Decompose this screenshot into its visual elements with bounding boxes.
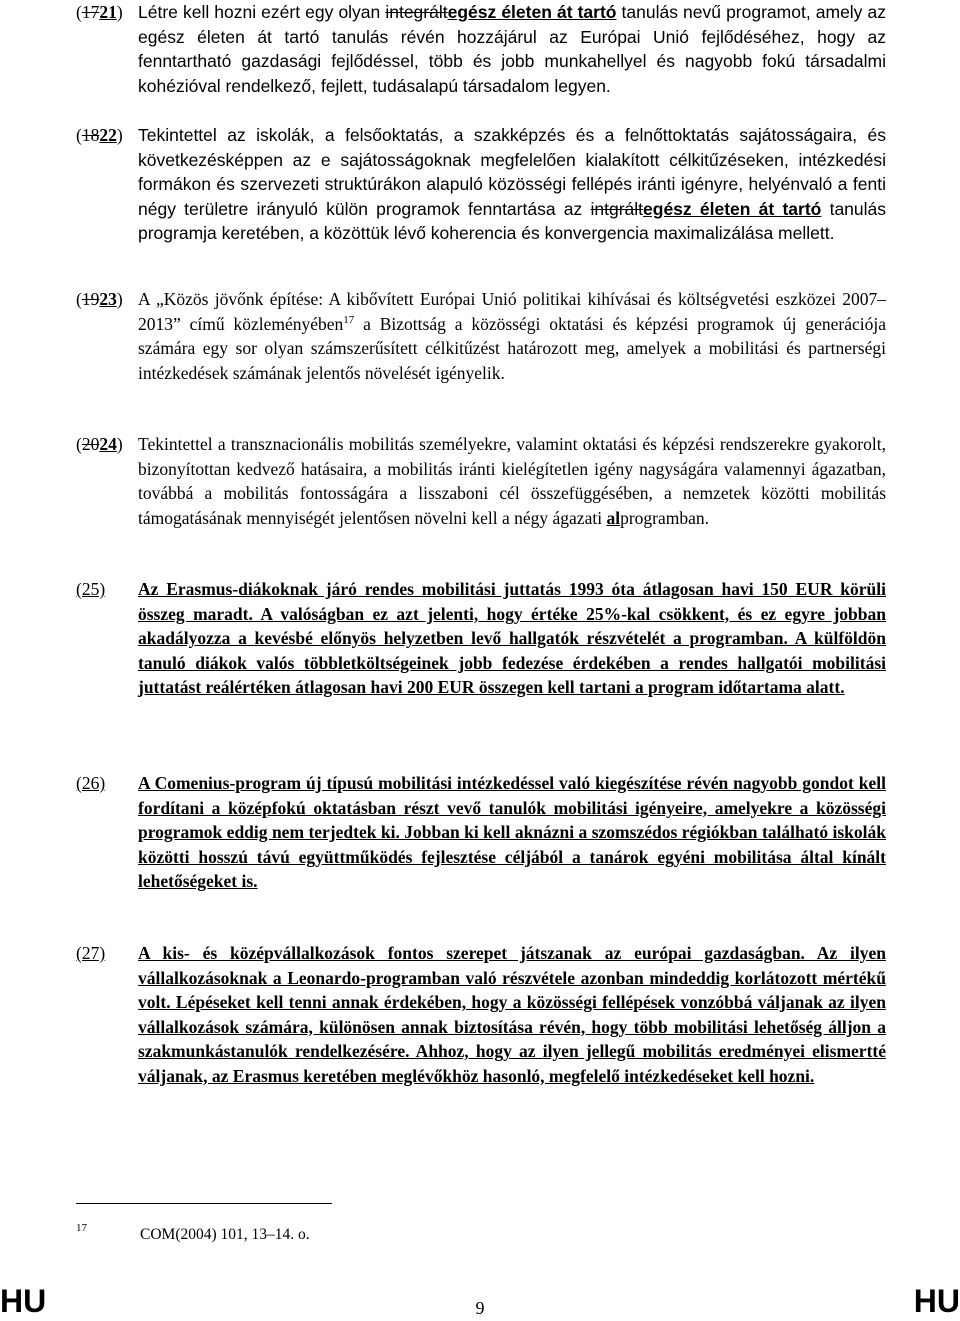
paragraph-number: (27) (76, 943, 106, 963)
paragraph-body (138, 771, 886, 894)
paragraph-21 (76, 0, 886, 98)
inserted-text: egész életen át tartó (643, 198, 822, 219)
paragraph-25 (76, 577, 886, 700)
deleted-text: intgrált (590, 198, 644, 219)
paragraph-body (138, 577, 886, 700)
number-close-paren: ) (116, 2, 123, 22)
paragraph-number (76, 287, 123, 312)
number-open-paren: ( (76, 434, 82, 454)
body-text: a Bizottság a közösségi oktatási és képzési programok új generációja számára egy sor olyan számszerűsített célkitűzést határozott meg, amelyek a mobilitási és partnerségi intézkedések számának jelentős növelését igényelik. (138, 313, 886, 383)
language-code-right: HU (913, 1283, 960, 1319)
number-open-paren: ( (76, 2, 82, 22)
body-text: tanulás programja keretében, a közöttük lévő koherencia és konvergencia maximalizálása mellett. (138, 198, 887, 243)
paragraph-27 (76, 941, 886, 1088)
deleted-number: 17 (81, 2, 100, 22)
deleted-text: integrált (385, 2, 448, 22)
paragraph-number (76, 0, 123, 25)
footnote-reference: 17 (343, 313, 355, 326)
paragraph-22 (76, 123, 886, 246)
deleted-number: 20 (81, 434, 100, 454)
inserted-text: A Comenius-program új típusú mobilitási intézkedéssel való kiegészítése révén nagyobb gondot kell fordítani a középfokú oktatásban részt vevő tanulók mobilitási igényeire, amelyekre a közösségi programok eddig nem terjedtek ki. Jobban ki kell aknázni a szomszédos régiókban található iskolák közötti hosszú távú együttműködés fejlesztése céljából a tanárok egyéni mobilitása által kínált lehetőségeket is. (138, 773, 886, 891)
number-open-paren: ( (76, 289, 82, 309)
body-text: Tekintettel az iskolák, a felsőoktatás, a szakképzés és a felnőttoktatás sajátosságaira, és következésképpen az e sajátosságoknak megfelelően kialakított célkitűzéseken, intézkedési formákon és szervezeti struktúrákon alapuló közösségi fellépés iránti igényre, helyénvaló a fenti négy területre irányuló külön programok fenntartása az (138, 125, 886, 219)
body-text: programban. (620, 507, 710, 528)
body-text: Létre kell hozni ezért egy olyan (138, 2, 386, 22)
paragraph-number (76, 123, 123, 148)
body-text: Tekintettel a transznacionális mobilitás személyekre, valamint oktatási és képzési rendszerekre gyakorolt, bizonyítottan kedvező hatásaira, a mobilitás iránti kielégítetlen igény nagyságára valamennyi ágazatban, továbbá a mobilitás fontosságára a lisszaboni cél összefüggésében, a nemzetek közötti mobilitás támogatásának mennyiségét jelentősen növelni kell a négy ágazati (138, 434, 886, 528)
body-text: A „Közös jövőnk építése: A kibővített Európai Unió politikai kihívásai és költségvetési eszközei 2007–2013” című közleményében (138, 289, 886, 334)
body-text: tanulás nevű programot, amely az egész életen át tartó tanulás révén hozzájárul az Európai Unió fejlődéséhez, hogy az fenntartható gazdasági fejlődéssel, több és jobb munkahellyel és nagyobb fokú társadalmi kohézióval rendelkező, fejlett, tudásalapú társadalom legyen. (138, 2, 886, 96)
paragraph-body (138, 287, 886, 385)
paragraph-23 (76, 287, 886, 385)
paragraph-24 (76, 432, 886, 530)
paragraph-number: (26) (76, 773, 106, 793)
paragraph-number (76, 432, 123, 457)
inserted-number: 23 (99, 289, 117, 309)
footnote-separator (76, 1203, 332, 1204)
paragraph-number: (25) (76, 579, 106, 599)
footnote-text: COM(2004) 101, 13–14. o. (140, 1226, 310, 1243)
page-number: 9 (475, 1298, 485, 1318)
inserted-text: Az Erasmus-diákoknak járó rendes mobilitási juttatás 1993 óta átlagosan havi 150 EUR körüli összeg maradt. A valóságban ez azt jelenti, hogy értéke 25%-kal csökkent, és ez egyre jobban akadályozza a kevésbé előnyös helyzetben levő hallgatók részvételét a programban. A külföldön tanuló diákok valós többletköltségeinek jobb fedezése érdekében a rendes hallgatói mobilitási juttatást reálértéken átlagosan havi 200 EUR összegen kell tartani a program időtartama alatt. (138, 579, 886, 697)
paragraph-body (138, 0, 886, 98)
inserted-number: 24 (99, 434, 117, 454)
deleted-number: 18 (81, 125, 100, 145)
number-close-paren: ) (116, 125, 123, 145)
footnote-number: 17 (76, 1222, 87, 1234)
number-close-paren: ) (116, 434, 123, 454)
number-close-paren: ) (116, 289, 123, 309)
deleted-number: 19 (81, 289, 100, 309)
inserted-text: A kis- és középvállalkozások fontos szerepet játszanak az európai gazdaságban. Az ilyen vállalkozásoknak a Leonardo-programban való részvétele azonban mindeddig korlátozott mértékű volt. Lépéseket kell tenni annak érdekében, hogy a közösségi fellépések vonzóbbá váljanak az ilyen vállalkozások számára, különösen annak biztosítása révén, hogy több mobilitási lehetőség álljon a szakmunkástanulók rendelkezésére. Ahhoz, hogy az ilyen jellegű mobilitás eredményei elismertté váljanak, az Erasmus keretében meglévőkhöz hasonló, megfelelő intézkedéseket kell hozni. (138, 943, 886, 1086)
inserted-text: egész életen át tartó (447, 2, 617, 22)
number-open-paren: ( (76, 125, 82, 145)
inserted-text: al (606, 507, 621, 528)
paragraph-body (138, 432, 886, 530)
paragraph-body (138, 123, 886, 246)
language-code-left: HU (0, 1283, 47, 1319)
paragraph-body (138, 941, 886, 1088)
inserted-number: 22 (99, 125, 117, 145)
inserted-number: 21 (99, 2, 117, 22)
paragraph-26 (76, 771, 886, 894)
